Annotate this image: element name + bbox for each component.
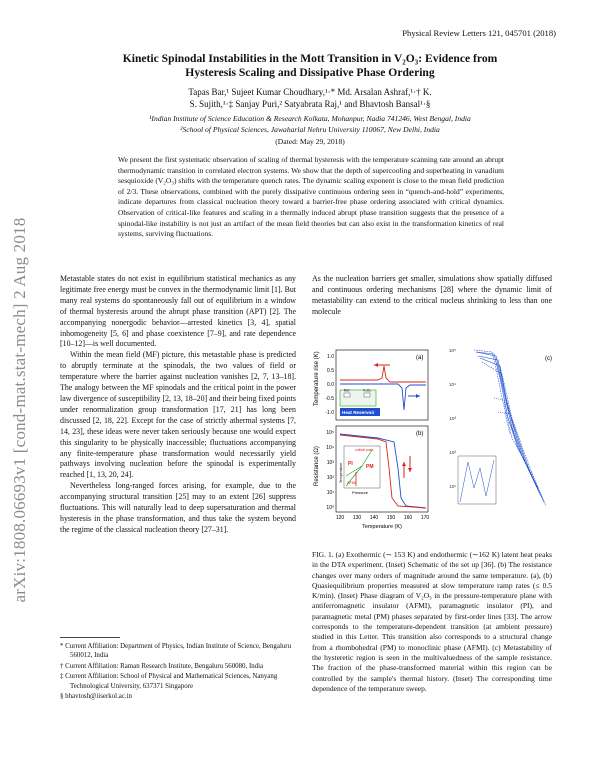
ref-cell [344,393,350,397]
tick-label: 170 [420,515,430,521]
paper-title [70,52,550,80]
journal-header: Physical Review Letters 121, 045701 (2018) [402,28,556,38]
tick-label: 1.0 [327,354,334,360]
tick-label: 10⁴ [448,382,456,387]
tick-label: -1.0 [325,410,334,416]
paragraph: Nevertheless long-ranged forces arising, for example, due to the accompanying structural transition [25] may to an extent [26] suppress fluctuations. This will naturally lead to deep supersaturation and thermal hysteresis in the phase transformation, and thus take the system beyond the regime of the classical nucleation theory [27–31]. [60,481,296,534]
tick-label: 10³ [326,460,334,466]
panel-a-ylabel: Temperature rise (K) [314,351,320,406]
affiliation-1: ¹Indian Institute of Science Education & Research Kolkata, Mohanpur, Nadia 741246, West Bengal, India [149,114,471,123]
affiliation-2: ²School of Physical Sciences, Jawaharlal Nehru University 110067, New Delhi, India [180,125,440,134]
author-list [80,86,540,110]
pm-label: PM [366,464,374,470]
panel-c-yticks [449,348,457,489]
footnote: ‡ Current Affiliation: School of Physical and Mathematical Sciences, Nanyang Technological University, 637371 Singapore [60,673,278,690]
authors-line-2: S. Sujith,¹·‡ Sanjay Puri,² Satyabrata Raj,¹ and Bhavtosh Bansal¹·§ [189,99,431,109]
sample-cell [364,393,370,397]
figure-caption: FIG. 1. (a) Exothermic (∼ 153 K) and endothermic (∼162 K) latent heat peaks in the DTA experiment. (Inset) Schematic of the set up [36]. (b) The resistance changes over many orders of magnitude around the same temperature. (a), (b) Quasiequilibrium properties measured at slow temperature ramp rates (≤ 0.5 K/min). (Inset) Phase diagram of V₂O₃ in the pressure-temperature plane with antiferromagnetic insulator (AFMI), paramagnetic insulator (PI), and paramagnetic metal (PM) phases separated by first-order lines [33]. The arrow corresponds to the temperature-dependent transition (at ambient pressure) studied in this Letter. This transition also corresponds to a structural change from a rhombohedral (PM) to monoclinic phase (AFMI). (c) Metastability of the hysteretic region is seen in the multivaluedness of the sample resistance. The fraction of the phase-transformed material within this region can be controlled by the sample's thermal history. (Inset) The corresponding time dependence of the temperature sweep. [312,550,552,693]
tick-label: -0.5 [325,396,334,402]
title-line-1: Kinetic Spinodal Instabilities in the Mott Transition in V₂O₃: Evidence from [122,52,498,65]
abstract: We present the first systematic observation of scaling of thermal hysteresis with the temperature scanning rate around an abrupt thermodynamic transition in correlated electron systems. We show that the depth of supercooling and superheating in vanadium sesquioxide (V₂O₃) shifts with the temperature quench rates. The dynamic scaling exponent is close to the mean field prediction of 2/3. These observations, combined with the purely dissipative continuous ordering seen in “quench-and-hold” experiments, indicate departures from classical nucleation theory toward a barrier-free phase ordering associated with critical dynamics. Observation of critical-like features and scaling in a thermally induced abrupt phase transition suggests that the presence of a spinodal-like instability is not just an artifact of the mean field theories but can also exist in the transformation kinetics of real systems, surviving fluctuations. [118,155,504,239]
paragraph: Metastable states do not exist in equilibrium statistical mechanics as any legitimate free energy must be convex in the thermodynamic limit [1]. But many real systems do spontaneously fall out of equilibrium in a window of thermal hysteresis around the abrupt phase transition (APT) [2]. The accompanying nonergodic behavior—arrested kinetics [3, 4], spatial inhomogeneity [5, 6] and phase coexistence [7–9], and rate dependence [10–12]—is well documented. [60,274,296,349]
panel-c-inset [458,456,496,504]
panel-b-xticks [336,515,430,521]
left-column [60,274,296,536]
tick-label: 0.0 [327,382,334,388]
figure-1-graphic [308,338,558,543]
tick-label: 150 [386,515,396,521]
paragraph: Within the mean field (MF) picture, this metastable phase is predicted to abruptly terminate at the spinodals, the two values of field or temperature where the barrier against nucleation vanishes [2, 7, 13–18]. The analogy between the MF spinodals and the critical point in the power law divergence of susceptibility [2, 13, 18–20] and their being fixed points under renormalization group transformation [17, 21] has long been discussed [2, 18, 22]. Except for the case of strictly athermal systems [7, 14, 23], these ideas were never taken seriously because one would expect this singularity to be physically inaccessible; fluctuations accompanying any finite-temperature phase transformation would necessarily yield pathways involving nucleation before the spinodal is experimentally reached [1, 13, 20, 24]. [60,350,296,480]
tick-label: 10⁰ [326,505,334,511]
heat-reservoir-label: Heat Reservoir [342,410,375,415]
authors-line-1: Tapas Bar,¹ Sujeet Kumar Choudhary,¹·* Md. Arsalan Ashraf,¹·† K. [188,87,432,97]
tick-label: 10³ [449,416,456,421]
arxiv-id: arXiv:1808.06693v1 [cond-mat.stat-mech] 2 Aug 2018 [10,217,29,603]
tick-label: 0.5 [327,368,334,374]
tick-label: 10¹ [449,484,456,489]
ref-label: Ref [344,388,350,393]
figure-1 [308,338,558,543]
panel-b-label: (b) [416,431,424,437]
critical-point-label: critical point [355,448,374,452]
panel-b-ylabel: Resistance (Ω) [314,446,320,486]
panel-a-label: (a) [416,355,424,361]
footnotes [60,642,296,702]
footnote: * Current Affiliation: Department of Physics, Indian Institute of Science, Bengaluru 560012, India [60,643,292,660]
paragraph: As the nucleation barriers get smaller, simulations show spatially diffused and continuous ordering mechanisms [28] where the dynamic limit of metastability can extend to the critical nucleus shrinking to less than one molecule [312,274,552,316]
tick-label: 10⁴ [326,445,334,451]
pressure-label: Pressure [352,490,369,495]
pi-label: PI [348,461,353,467]
footnote-rule [60,637,120,638]
tick-label: 10² [326,475,334,481]
panel-b-yticks [326,430,334,511]
tick-label: 130 [352,515,362,521]
tick-label: 10⁵ [448,348,456,353]
tick-label: 160 [403,515,413,521]
temperature-label: Temperature [339,462,343,483]
panel-b-xlabel: Temperature (K) [362,524,402,530]
arxiv-stamp [0,195,42,625]
afmi-label: AFMI [347,481,357,485]
right-column-intro [312,274,552,318]
affiliations [60,113,560,135]
tick-label: 10² [449,450,456,455]
tick-label: 10¹ [326,490,334,496]
footnote: § bhavtosh@iiserkol.ac.in [60,693,132,701]
tick-label: 10⁵ [326,430,334,436]
tick-label: 140 [369,515,379,521]
panel-a-yticks [325,354,334,416]
panel-c-label: (c) [545,356,552,362]
tick-label: 120 [335,515,345,521]
dated: (Dated: May 29, 2018) [275,137,345,146]
sample-label: V₂O₃ [363,388,371,393]
footnote: † Current Affiliation: Raman Research Institute, Bengaluru 560080, India [60,662,264,670]
title-line-2: Hysteresis Scaling and Dissipative Phase Ordering [185,66,435,79]
